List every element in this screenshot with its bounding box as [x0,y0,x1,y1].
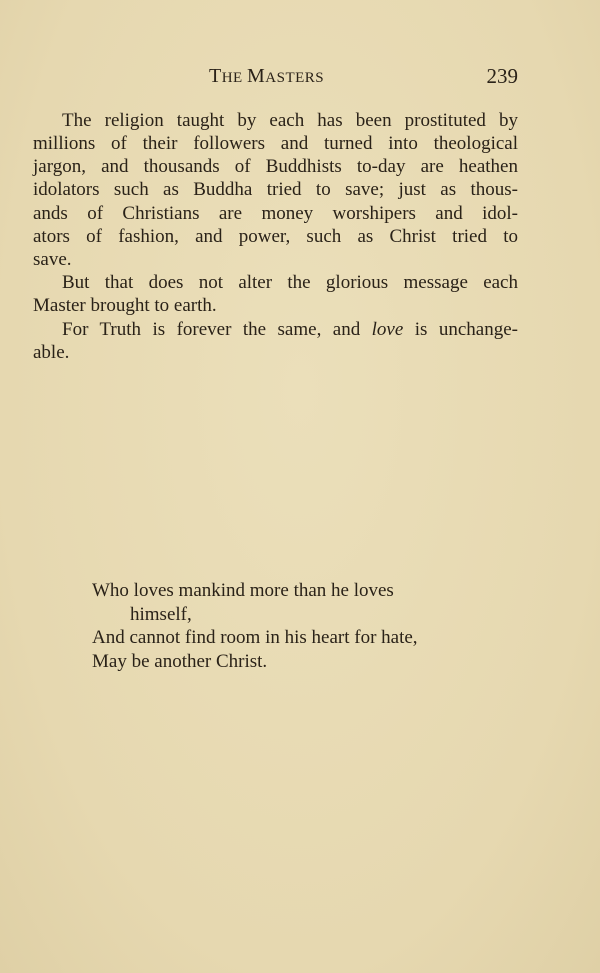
text-line: able. [33,342,70,363]
text-line: save. [33,249,72,270]
poem-line: Who loves mankind more than he loves [92,580,394,601]
text-line: ands of Christians are money worshipers and idol- [33,203,518,224]
text-line: millions of their followers and turned into theological [33,133,518,154]
poem-line: himself, [130,604,192,625]
text-line: ators of fashion, and power, such as Christ tried to [33,226,518,247]
text-line: But that does not alter the glorious message each [62,272,518,293]
emphasis: love [371,319,404,340]
text-line: idolators such as Buddha tried to save; just as thous- [33,179,518,200]
running-header: THE MASTERS [209,65,325,87]
page-number: 239 [486,64,518,88]
poem-line: And cannot find room in his heart for hate, [92,627,418,648]
text-line: Master brought to earth. [33,295,217,316]
text-line: jargon, and thousands of Buddhists to-day are heathen [33,156,518,177]
text-line: The religion taught by each has been prostituted by [62,110,518,131]
text-line: For Truth is forever the same, and love is unchange- [62,319,518,340]
poem-line: May be another Christ. [92,651,268,672]
